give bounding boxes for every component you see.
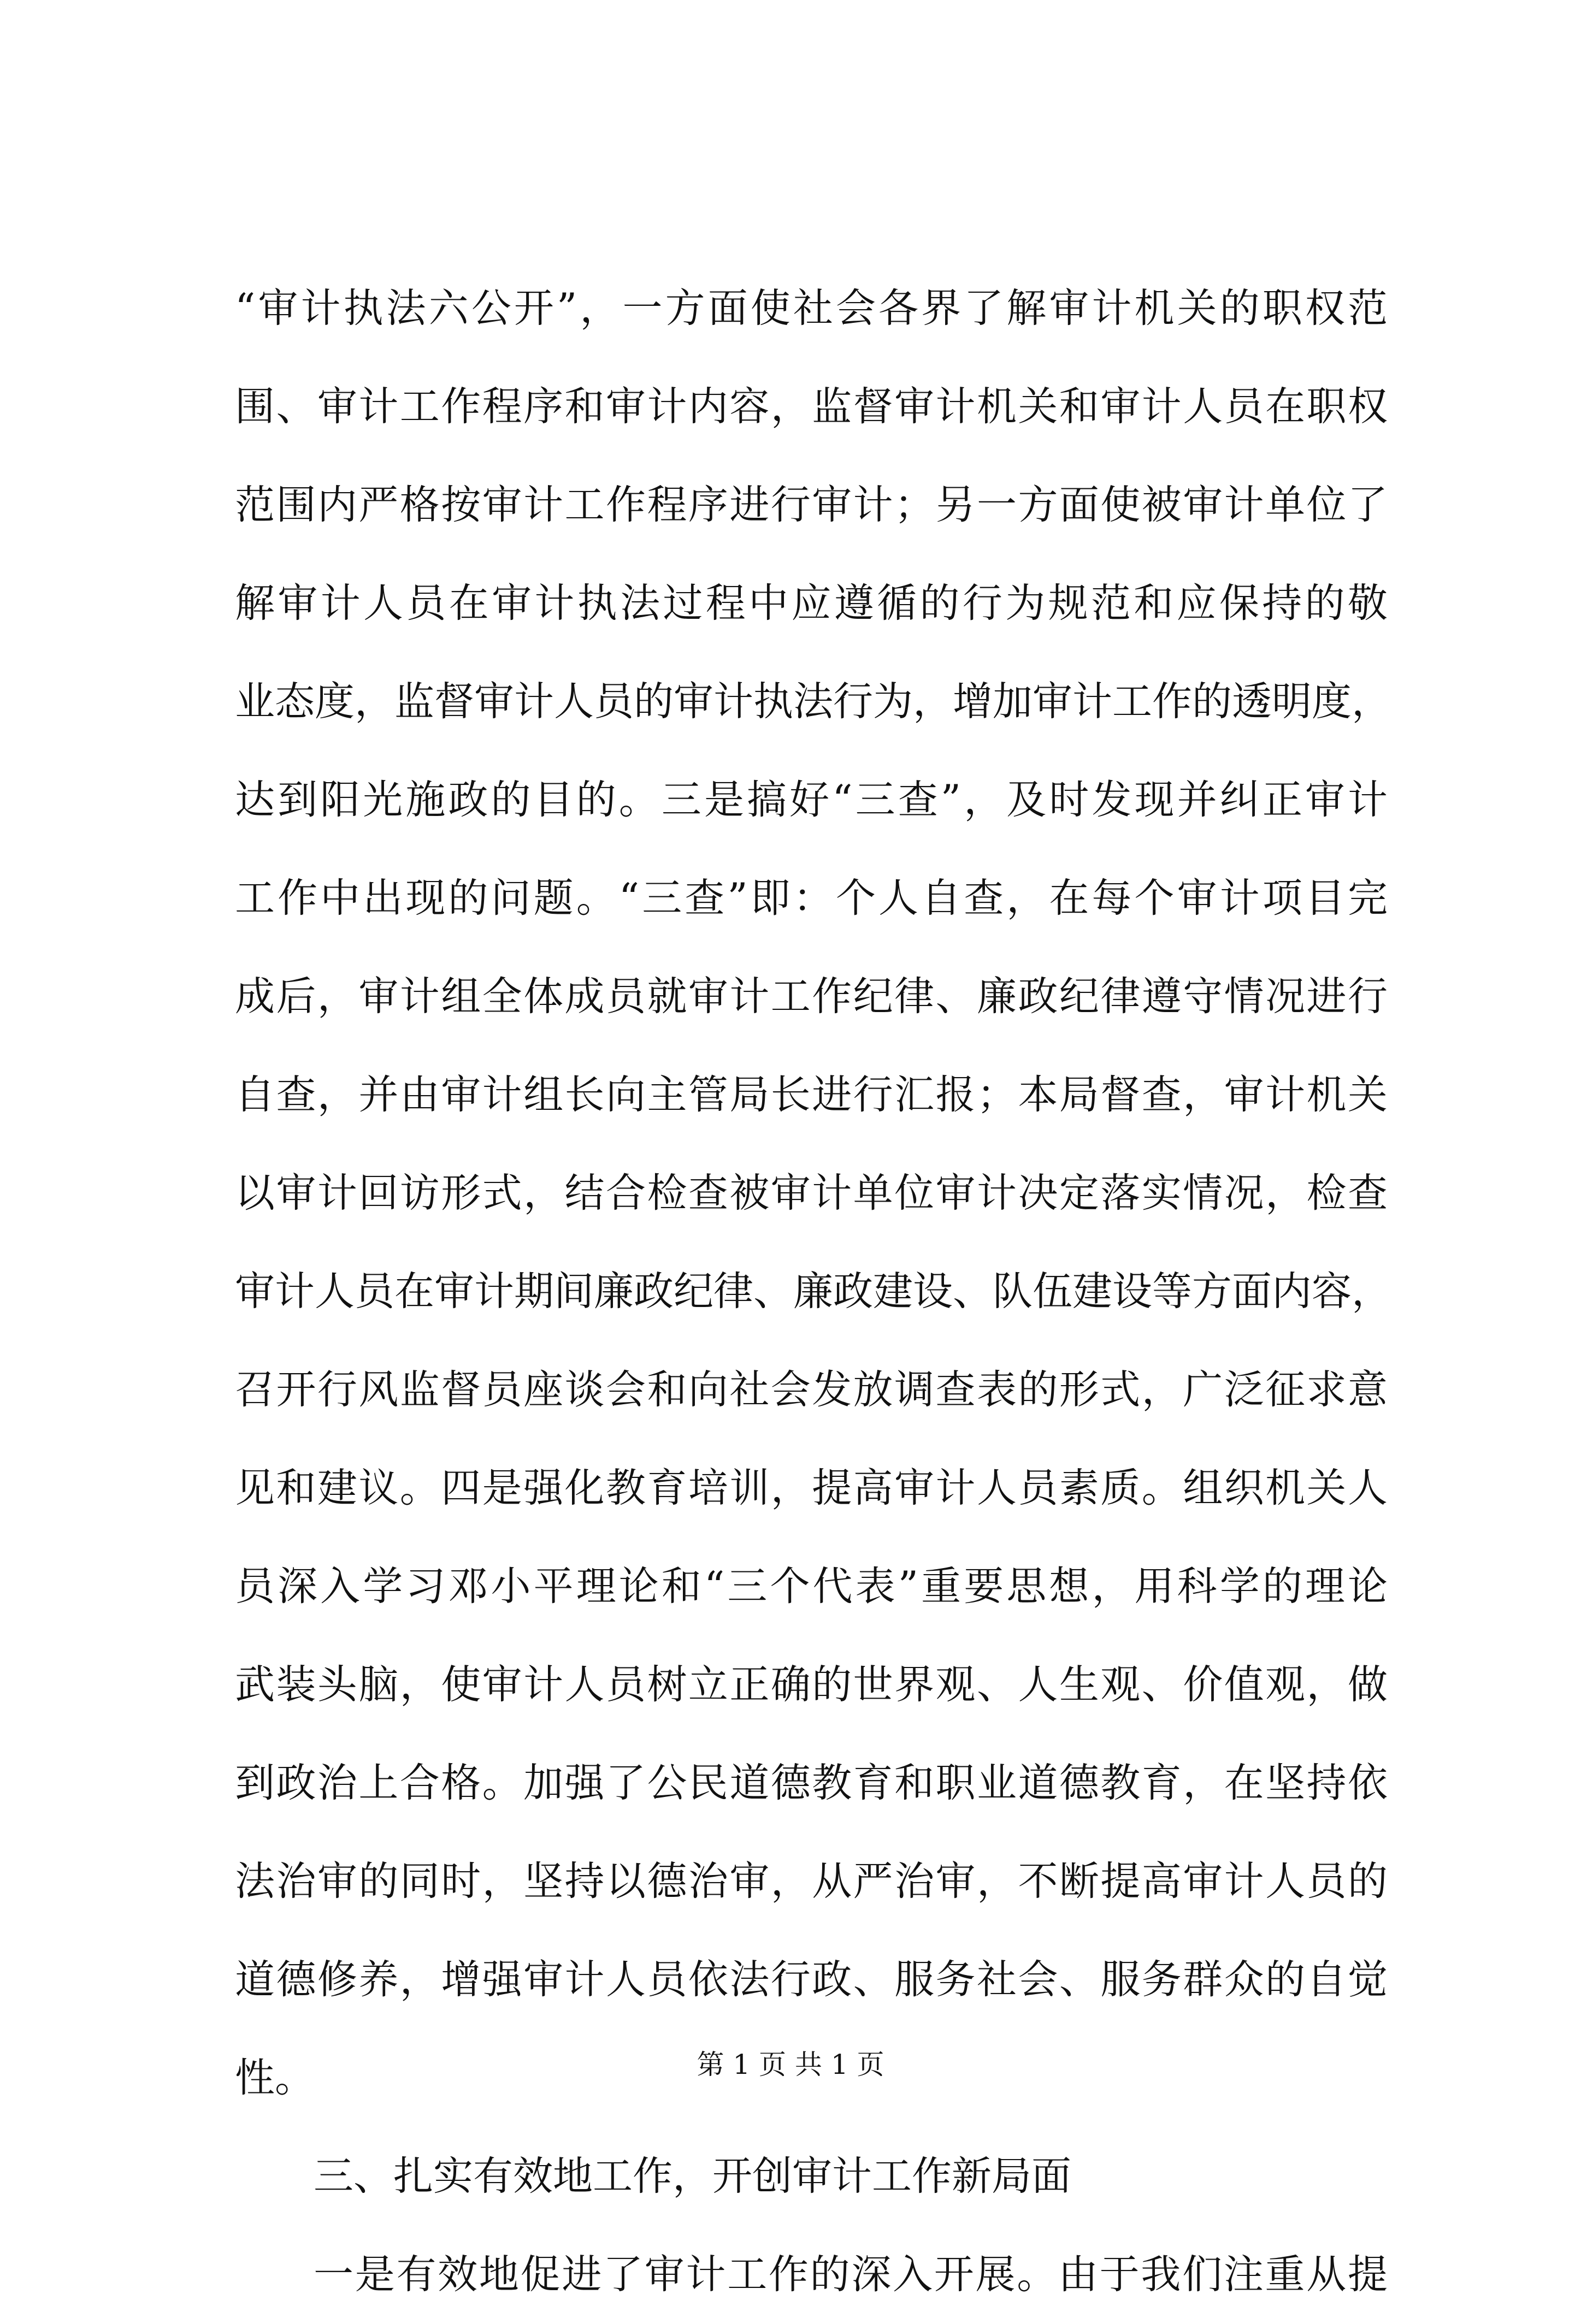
body-text xyxy=(235,259,1391,2324)
page-footer: 第 1 页 共 1 页 xyxy=(697,2049,884,2080)
paragraph-line-14: 员深入学习邓小平理论和“三个代表”重要思想，用科学的理论 xyxy=(235,1563,1388,1610)
paragraph-line-18: 道德修养，增强审计人员依法行政、服务社会、服务群众的自觉 xyxy=(235,1956,1388,2003)
paragraph-line-1: “审计执法六公开”，一方面使社会各界了解审计机关的职权范 xyxy=(235,285,1388,332)
paragraph-line-13: 见和建议。四是强化教育培训，提高审计人员素质。组织机关人 xyxy=(235,1465,1388,1511)
paragraph-line-5: 业态度，监督审计人员的审计执法行为，增加审计工作的透明度， xyxy=(235,678,1391,725)
paragraph-line-11: 审计人员在审计期间廉政纪律、廉政建设、队伍建设等方面内容， xyxy=(235,1268,1391,1315)
section-heading: 三、扎实有效地工作，开创审计工作新局面 xyxy=(314,2153,1071,2199)
paragraph-line-10: 以审计回访形式，结合检查被审计单位审计决定落实情况，检查 xyxy=(235,1170,1388,1216)
paragraph-line-17: 法治审的同时，坚持以德治审，从严治审，不断提高审计人员的 xyxy=(235,1858,1388,1905)
paragraph-line-9: 自查，并由审计组长向主管局长进行汇报；本局督查，审计机关 xyxy=(235,1072,1388,1118)
paragraph-line-4: 解审计人员在审计执法过程中应遵循的行为规范和应保持的敬 xyxy=(235,580,1388,626)
paragraph-first-line: 一是有效地促进了审计工作的深入开展。由于我们注重从提 xyxy=(314,2251,1388,2298)
paragraph-line-16: 到政治上合格。加强了公民道德教育和职业道德教育，在坚持依 xyxy=(235,1760,1388,1806)
paragraph-line-7: 工作中出现的问题。“三查”即：个人自查，在每个审计项目完 xyxy=(235,875,1388,921)
paragraph-line-15: 武装头脑，使审计人员树立正确的世界观、人生观、价值观，做 xyxy=(235,1661,1388,1708)
paragraph-line-12: 召开行风监督员座谈会和向社会发放调查表的形式，广泛征求意 xyxy=(235,1367,1388,1413)
paragraph-line-2: 围、审计工作程序和审计内容，监督审计机关和审计人员在职权 xyxy=(235,383,1388,430)
paragraph-line-3: 范围内严格按审计工作程序进行审计；另一方面使被审计单位了 xyxy=(235,482,1388,528)
paragraph-line-8: 成后，审计组全体成员就审计工作纪律、廉政纪律遵守情况进行 xyxy=(235,973,1388,1020)
paragraph-line-19: 性。 xyxy=(235,2055,315,2101)
paragraph-line-6: 达到阳光施政的目的。三是搞好“三查”，及时发现并纠正审计 xyxy=(235,777,1388,823)
